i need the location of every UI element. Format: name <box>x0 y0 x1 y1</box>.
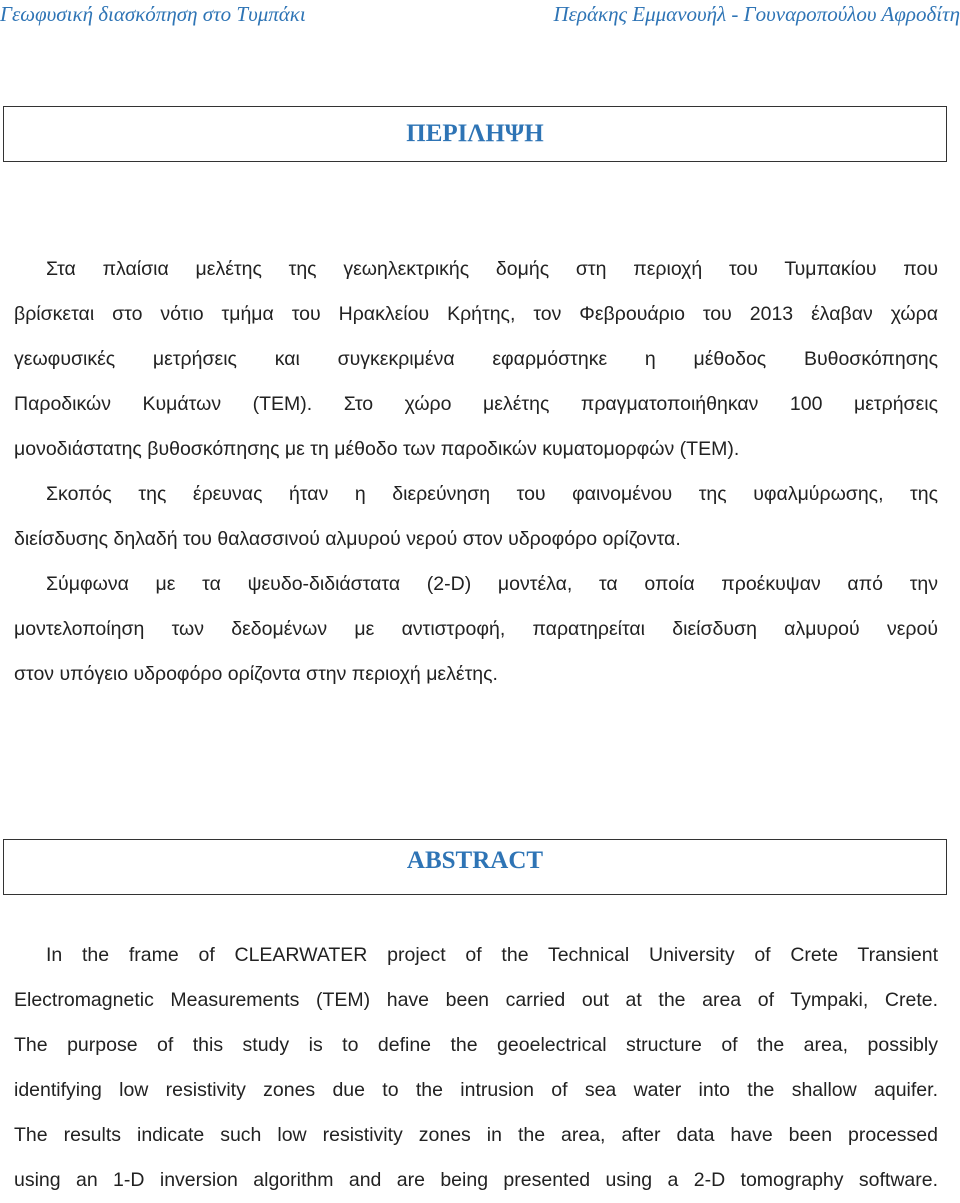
text-line: Παροδικών Κυμάτων (TEM). Στο χώρο μελέτης πραγματοποιήθηκαν 100 μετρήσεις <box>14 393 938 415</box>
text-line: στον υπόγειο υδροφόρο ορίζοντα στην περιοχή μελέτης. <box>14 663 498 685</box>
text-line: γεωφυσικές μετρήσεις και συγκεκριμένα εφαρμόστηκε η μέθοδος Βυθοσκόπησης <box>14 348 938 370</box>
text-line: using an 1-D inversion algorithm and are being presented using a 2-D tomography software. <box>14 1169 938 1191</box>
text-line: βρίσκεται στο νότιο τμήμα του Ηρακλείου Κρήτης, τον Φεβρουάριο του 2013 έλαβαν χώρα <box>14 303 938 325</box>
running-header <box>0 0 960 40</box>
text-line: The purpose of this study is to define the geoelectrical structure of the area, possibly <box>14 1034 938 1056</box>
text-line: Στα πλαίσια μελέτης της γεωηλεκτρικής δομής στη περιοχή του Τυμπακίου που <box>46 258 938 280</box>
text-line: διείσδυσης δηλαδή του θαλασσινού αλμυρού νερού στον υδροφόρο ορίζοντα. <box>14 528 681 550</box>
header-title: Γεωφυσική διασκόπηση στο Τυμπάκι <box>0 2 306 26</box>
english-abstract-body <box>14 933 938 1203</box>
text-line: The results indicate such low resistivity zones in the area, after data have been processed <box>14 1124 938 1146</box>
english-abstract-title: ABSTRACT <box>3 839 947 895</box>
greek-abstract-title: ΠΕΡΙΛΗΨΗ <box>3 106 947 162</box>
text-line: μοντελοποίηση των δεδομένων με αντιστροφή, παρατηρείται διείσδυση αλμυρού νερού <box>14 618 938 640</box>
text-line: Electromagnetic Measurements (TEM) have been carried out at the area of Tympaki, Crete. <box>14 989 938 1011</box>
header-authors: Περάκης Εμμανουήλ - Γουναροπούλου Αφροδίτη <box>553 2 960 26</box>
text-line: Σύμφωνα με τα ψευδο-διδιάστατα (2-D) μοντέλα, τα οποία προέκυψαν από την <box>46 573 938 595</box>
text-line: identifying low resistivity zones due to the intrusion of sea water into the shallow aquifer. <box>14 1079 938 1101</box>
text-line: In the frame of CLEARWATER project of the Technical University of Crete Transient <box>46 944 938 966</box>
text-line: μονοδιάστατης βυθοσκόπησης με τη μέθοδο των παροδικών κυματομορφών (TEM). <box>14 438 740 460</box>
text-line: Σκοπός της έρευνας ήταν η διερεύνηση του φαινομένου της υφαλμύρωσης, της <box>46 483 938 505</box>
greek-abstract-body <box>14 247 938 697</box>
